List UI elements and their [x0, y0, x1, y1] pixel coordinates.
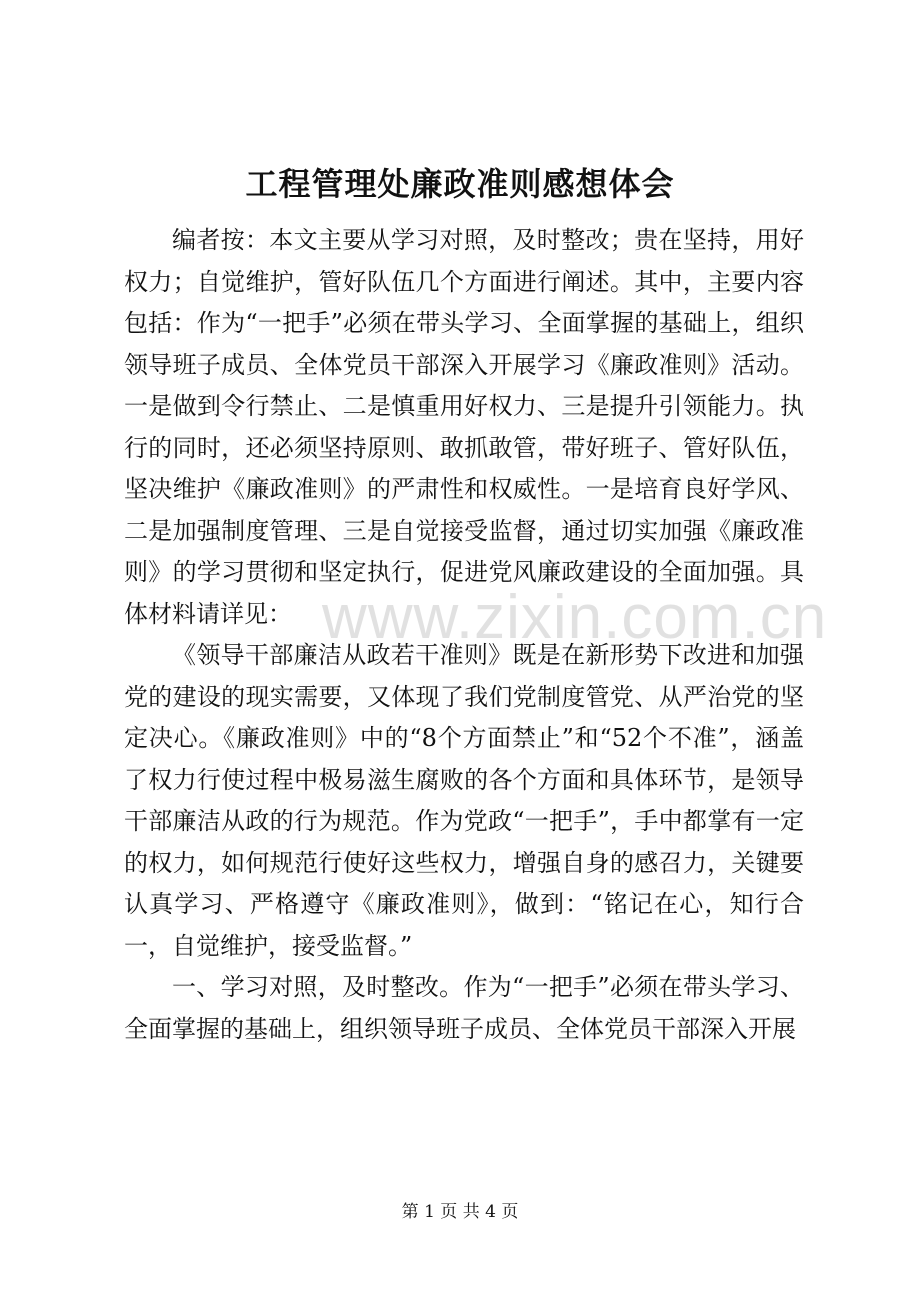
document-body — [124, 220, 804, 1050]
body-paragraph: 一、学习对照，及时整改。作为“一把手”必须在带头学习、全面掌握的基础上，组织领导班子成员、全体党员干部深入开展 — [124, 973, 804, 1043]
document-title: 工程管理处廉政准则感想体会 — [245, 165, 675, 203]
editor-note-paragraph: 编者按：本文主要从学习对照，及时整改；贵在坚持，用好权力；自觉维护，管好队伍几个方面进行阐述。其中，主要内容包括：作为“一把手”必须在带头学习、全面掌握的基础上，组织领导班子成员、全体党员干部深入开展学习《廉政准则》活动。一是做到令行禁止、二是慎重用好权力、三是提升引领能力。执行的同时，还必须坚持原则、敢抓敢管，带好班子、管好队伍，坚决维护《廉政准则》的严肃性和权威性。一是培育良好学风、二是加强制度管理、三是自觉接受监督，通过切实加强《廉政准则》的学习贯彻和坚定执行，促进党风廉政建设的全面加强。具体材料请详见： — [124, 226, 804, 628]
page-footer: 第 1 页 共 4 页 — [401, 1202, 519, 1222]
body-paragraph: 《领导干部廉洁从政若干准则》既是在新形势下改进和加强党的建设的现实需要，又体现了我们党制度管党、从严治党的坚定决心。《廉政准则》中的“8个方面禁止”和“52个不准”，涵盖了权力行使过程中极易滋生腐败的各个方面和具体环节，是领导干部廉洁从政的行为规范。作为党政“一把手”，手中都掌有一定的权力，如何规范行使好这些权力，增强自身的感召力，关键要认真学习、严格遵守《廉政准则》，做到：“铭记在心，知行合一，自觉维护，接受监督。” — [124, 641, 804, 960]
watermark: www.zixin.com.cn — [322, 583, 828, 652]
